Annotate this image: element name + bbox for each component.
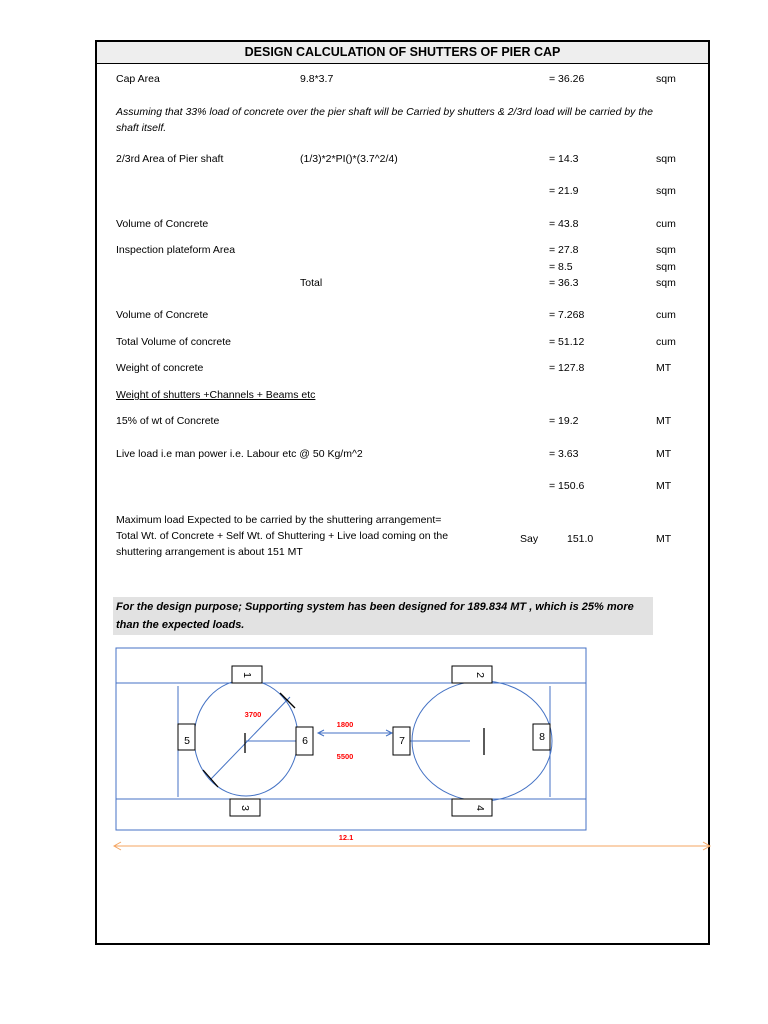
row-area-unit: sqm: [656, 185, 676, 197]
row-total-volume-label: Total Volume of concrete: [116, 336, 231, 348]
row-pier-shaft-formula: (1/3)*2*PI()*(3.7^2/4): [300, 153, 398, 165]
row-15pct-value: = 19.2: [549, 415, 579, 427]
dim-radius: 3700: [244, 710, 262, 719]
dim-centres: 5500: [336, 752, 354, 761]
dim-overall: 12.1: [338, 833, 354, 842]
assumption-text: Assuming that 33% load of concrete over the pier shaft will be Carried by shutters & 2/3rd load will be carried by the shaft itself.: [116, 106, 653, 134]
row-platform2-unit: sqm: [656, 261, 676, 273]
max-load-unit: MT: [656, 533, 672, 545]
shutter-label-3: 3: [239, 805, 252, 811]
row-volume-label: Volume of Concrete: [116, 218, 209, 230]
row-volume2-unit: cum: [656, 309, 676, 321]
row-volume-value: = 43.8: [549, 218, 579, 230]
row-total-value: = 36.3: [549, 277, 579, 289]
row-volume-unit: cum: [656, 218, 676, 230]
row-live-load-label: Live load i.e man power i.e. Labour etc @ 50 Kg/m^2: [116, 448, 363, 460]
row-platform-label: Inspection plateform Area: [116, 244, 236, 256]
max-load-say: Say: [520, 533, 539, 545]
row-platform-unit: sqm: [656, 244, 676, 256]
row-pier-shaft-value: = 14.3: [549, 153, 579, 165]
row-total-volume-value: = 51.12: [549, 336, 585, 348]
row-total-volume-unit: cum: [656, 336, 676, 348]
pier-shaft-left: [194, 680, 298, 796]
row-15pct-unit: MT: [656, 415, 672, 427]
row-weight-value: = 127.8: [549, 362, 585, 374]
row-15pct-label: 15% of wt of Concrete: [116, 415, 220, 427]
shutter-label-1: 1: [241, 672, 254, 678]
shutter-label-6: 6: [302, 734, 308, 747]
row-cap-area-value: = 36.26: [549, 73, 585, 85]
row-sum-unit: MT: [656, 480, 672, 492]
row-volume2-label: Volume of Concrete: [116, 309, 209, 321]
shutter-label-4: 4: [474, 805, 487, 811]
row-cap-area-unit: sqm: [656, 73, 676, 85]
shutter-label-8: 8: [539, 730, 545, 743]
max-load-line2: Total Wt. of Concrete + Self Wt. of Shuttering + Live load coming on the: [116, 530, 449, 542]
row-live-load-unit: MT: [656, 448, 672, 460]
row-total-unit: sqm: [656, 277, 676, 289]
row-area-value: = 21.9: [549, 185, 579, 197]
row-weight-unit: MT: [656, 362, 672, 374]
shutter-label-2: 2: [474, 672, 487, 678]
row-total-label: Total: [300, 277, 323, 289]
row-pier-shaft-unit: sqm: [656, 153, 676, 165]
max-load-value: 151.0: [567, 533, 594, 545]
row-platform2-value: = 8.5: [549, 261, 573, 273]
row-weight-label: Weight of concrete: [116, 362, 204, 374]
row-cap-area-label: Cap Area: [116, 73, 160, 85]
row-volume2-value: = 7.268: [549, 309, 585, 321]
chamfer-bottom: [203, 770, 218, 787]
row-pier-shaft-label: 2/3rd Area of Pier shaft: [116, 153, 224, 165]
shutter-label-5: 5: [184, 734, 190, 747]
design-note-text: For the design purpose; Supporting system has been designed for 189.834 MT , which is 25% more than the expected loads.: [116, 601, 634, 631]
max-load-line1: Maximum load Expected to be carried by the shuttering arrangement=: [116, 514, 442, 526]
shutters-subheading: Weight of shutters +Channels + Beams etc: [116, 389, 316, 401]
row-platform-value: = 27.8: [549, 244, 579, 256]
row-live-load-value: = 3.63: [549, 448, 579, 460]
row-cap-area-formula: 9.8*3.7: [300, 73, 334, 85]
dim-gap: 1800: [336, 720, 354, 729]
max-load-line3: shuttering arrangement is about 151 MT: [116, 546, 303, 558]
sheet-title: DESIGN CALCULATION OF SHUTTERS OF PIER CAP: [97, 42, 708, 64]
row-sum-value: = 150.6: [549, 480, 585, 492]
shutter-label-7: 7: [399, 734, 405, 747]
